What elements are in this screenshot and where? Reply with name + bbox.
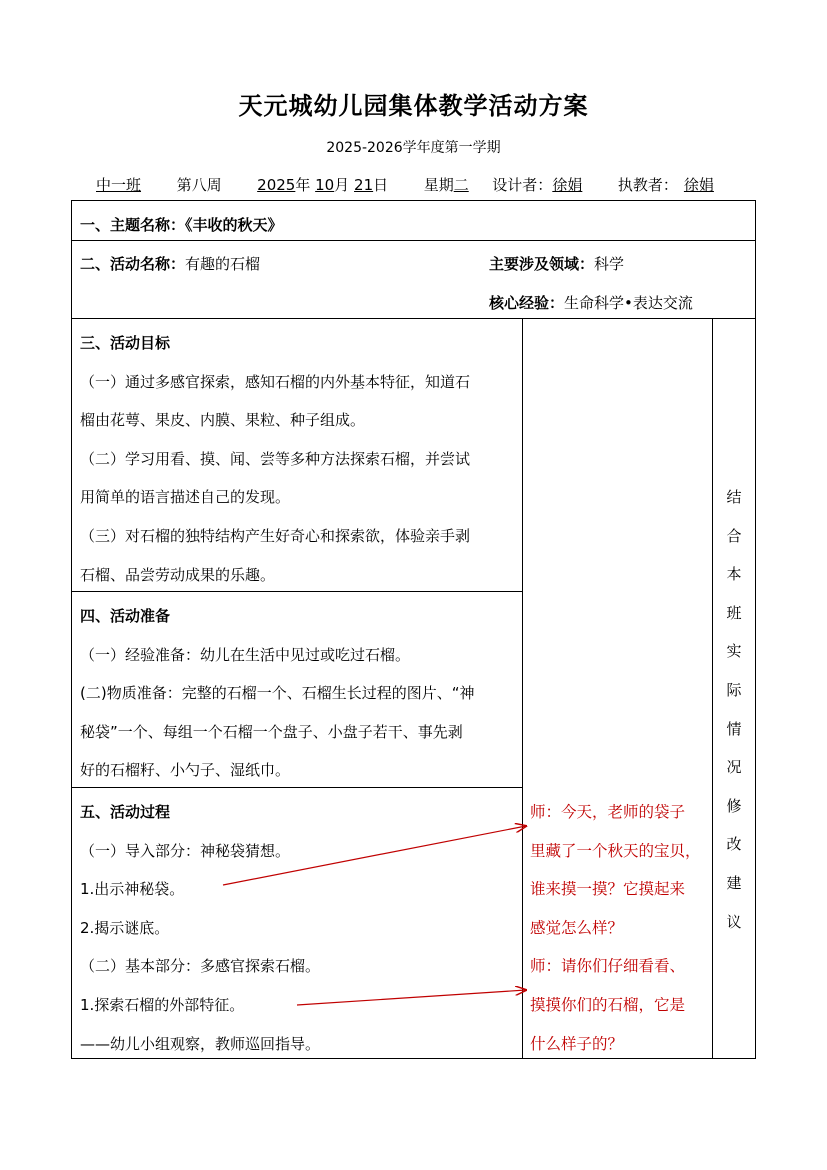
- activity-value: 有趣的石榴: [185, 255, 261, 273]
- note-line: 感觉怎么样？: [530, 918, 624, 937]
- theme-label: 一、主题名称：: [80, 216, 186, 234]
- process-line: （二）基本部分：多感官探索石榴。: [80, 957, 321, 976]
- goals-line: 石榴、品尝劳动成果的乐趣。: [80, 565, 276, 584]
- date-month-suffix: 月: [334, 176, 350, 194]
- sidebar-char: 本: [726, 565, 742, 584]
- core-value: 生命科学•表达交流: [564, 294, 693, 312]
- preparation-line: 好的石榴籽、小勺子、湿纸巾。: [80, 761, 291, 780]
- note-line: 师：请你们仔细看看、: [530, 957, 686, 976]
- core-label: 核心经验：: [489, 294, 565, 312]
- teacher-label: 执教者：: [617, 176, 678, 194]
- process-line: ——幼儿小组观察，教师巡回指导。: [80, 1034, 321, 1053]
- date-month: 10: [315, 176, 335, 194]
- sidebar-char: 建: [726, 873, 742, 892]
- process-line: 2.揭示谜底。: [80, 918, 170, 937]
- domain-label: 主要涉及领域：: [489, 255, 595, 273]
- preparation-line: (二)物质准备：完整的石榴一个、石榴生长过程的图片、“神: [80, 684, 475, 703]
- designer-label: 设计者：: [492, 176, 553, 194]
- theme-value: 《丰收的秋天》: [185, 216, 283, 234]
- sidebar-char: 议: [726, 912, 742, 931]
- goals-line: 用简单的语言描述自己的发现。: [80, 488, 291, 507]
- preparation-line: 秘袋”一个、每组一个石榴一个盘子、小盘子若干、事先剥: [80, 722, 463, 741]
- weekday-value: 二: [453, 176, 469, 194]
- date-day-suffix: 日: [373, 176, 389, 194]
- note-line: 什么样子的？: [530, 1034, 624, 1053]
- week: 第八周: [176, 176, 222, 194]
- sidebar-char: 情: [726, 719, 742, 738]
- note-line: 师：今天，老师的袋子: [530, 803, 686, 821]
- goals-line: 榴由花萼、果皮、内膜、果粒、种子组成。: [80, 411, 366, 430]
- process-line: 1.探索石榴的外部特征。: [80, 995, 245, 1014]
- note-line: 里藏了一个秋天的宝贝，: [530, 841, 701, 860]
- note-line: 谁来摸一摸？它摸起来: [530, 880, 686, 899]
- goals-line: （一）通过多感官探索，感知石榴的内外基本特征，知道石: [80, 372, 471, 391]
- sidebar-char: 改: [726, 835, 742, 854]
- sidebar-char: 修: [726, 796, 742, 815]
- preparation-heading: 四、活动准备: [80, 607, 171, 625]
- arrow-2: [297, 990, 526, 1005]
- sidebar-char: 实: [726, 642, 742, 661]
- arrow-1: [223, 826, 526, 885]
- preparation-line: （一）经验准备：幼儿在生活中见过或吃过石榴。: [80, 645, 411, 664]
- teacher-name: 徐娟: [683, 176, 714, 194]
- date-year-suffix: 年: [295, 176, 311, 194]
- weekday-label: 星期: [423, 176, 454, 194]
- date-day: 21: [354, 176, 374, 194]
- note-line: 摸摸你们的石榴，它是: [530, 995, 686, 1014]
- goals-line: （三）对石榴的独特结构产生好奇心和探索欲，体验亲手剥: [80, 526, 471, 545]
- goals-heading: 三、活动目标: [80, 334, 171, 352]
- date-year: 2025: [257, 176, 296, 194]
- page-title: 天元城幼儿园集体教学活动方案: [238, 92, 589, 120]
- domain-value: 科学: [594, 255, 625, 273]
- sidebar-char: 班: [726, 603, 742, 622]
- activity-label: 二、活动名称：: [80, 255, 186, 273]
- process-heading: 五、活动过程: [80, 803, 171, 821]
- process-line: （一）导入部分：神秘袋猜想。: [80, 841, 291, 860]
- process-line: 1.出示神秘袋。: [80, 880, 185, 899]
- class-name: 中一班: [96, 176, 142, 194]
- sidebar-char: 际: [726, 680, 742, 699]
- goals-line: （二）学习用看、摸、闻、尝等多种方法探索石榴，并尝试: [80, 449, 471, 468]
- page-subtitle: 2025-2026学年度第一学期: [326, 140, 501, 156]
- designer-name: 徐娟: [552, 176, 583, 194]
- sidebar-char: 况: [726, 758, 742, 777]
- sidebar-char: 合: [726, 526, 742, 545]
- sidebar-char: 结: [726, 488, 742, 506]
